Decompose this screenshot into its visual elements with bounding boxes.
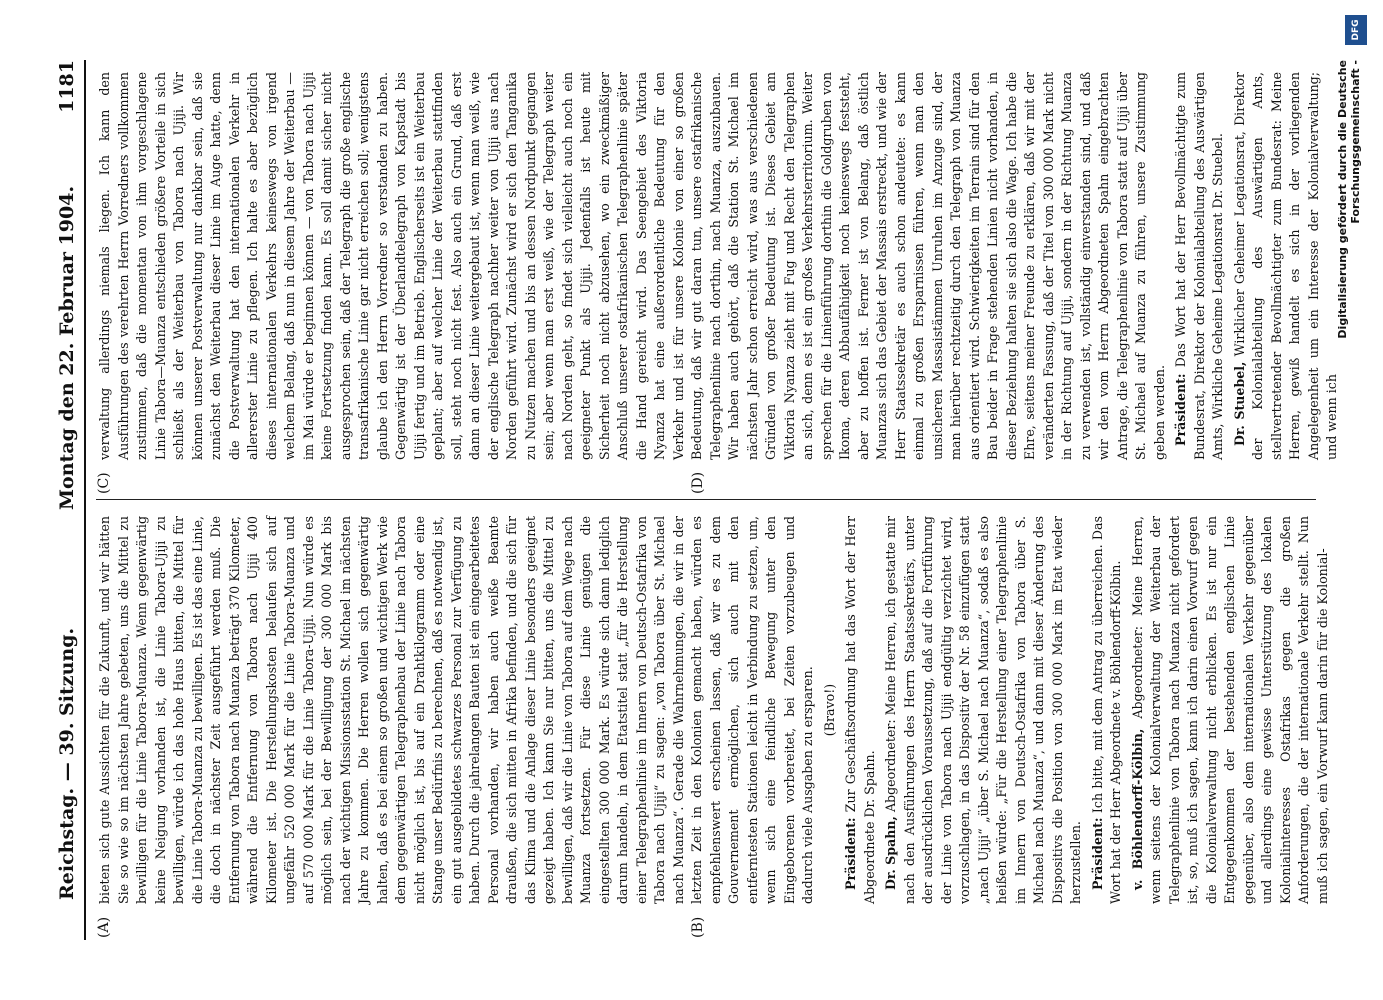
speaker-name: Dr. Spahn, [883,816,898,890]
paragraph-text: Abgeordneter: Meine Herren, ich gestatte mir nach den Ausführungen des Herrn Staatssekretärs, unter der ausdrücklichen Voraussetzung, daß auf die Fortführung der Linie von Tabora nach Ujiji endgültig verzichtet wird, vorzuschlagen, in das Dispositiv der Nr. 58 einzufügen statt „nach Ujiji“ „über S. Michael nach Muanza“, sodaß es also heißen würde: „Für die Herstellung einer Telegraphenlinie im Innern von Deutsch-Ostafrika von Tabora über S. Michael nach Muanza“, und dann mit dieser Änderung des Dispositivs die Position von 300 000 Mark im Etat wieder herzustellen. [883,516,1083,904]
margin-mark-b: (B) [690,916,706,938]
header-date: Montag den 22. Februar 1904. [56,185,78,510]
applause-note: (Bravo!) [821,683,837,737]
right-column [96,72,1339,460]
paragraph-text: Das Wort hat der Herr Bevollmächtigte zum Bundesrat, Direktor der Kolonialabteilung des Auswärtigen Amts, Wirkliche Geheime Legationsrat Dr. Stuebel. [1173,72,1225,460]
paragraph [1172,72,1228,460]
left-column [96,516,1330,904]
paragraph [1231,72,1342,460]
paragraph [1129,516,1333,904]
margin-mark-d: (D) [690,471,706,494]
dfg-logo: DFG [1345,15,1367,45]
speaker-name: Präsident: [1089,817,1105,890]
margin-mark-a: (A) [96,916,112,938]
paragraph [842,516,879,904]
margin-mark-c: (C) [96,472,112,494]
paragraph-text: Abgeordneter: Meine Herren, wenn seitens der Kolonialverwaltung der Weiterbau der Telegraphenlinie von Tabora nach Muanza nicht gefordert ist, so, muß ich sagen, kann ich darin einen Vorwurf gegen die Kolonialverwaltung nicht erblicken. Es ist nur ein Entgegenkommen der bestehenden englischen Linie gegenüber, also dem internationalen Verkehr gegenüber und allerdings eine gewisse Unterstützung des lokalen Kolonialinteresses Ostafrikas gegen die großen Anforderungen, die der internationale Verkehr stellt. Nun muß ich sagen, ein Vorwurf kann darin für die Kolonial- [1129,516,1330,904]
paragraph-text: Wirklicher Geheimer Legationsrat, Direktor der Kolonialabteilung des Auswärtigen Amts, stellvertretender Bevollmächtigter zum Bundesrat: Meine Herren, gewiß handelt es sich in der vorliegenden Angelegenheit um ein Interesse der Kolonialverwaltung; und wenn ich [1231,72,1339,460]
paragraph-text: Ich bitte, mit dem Antrag zu überreichen. Das Wort hat der Herr Abgeordnete v. Böhlendorff-Kölbin. [1089,516,1123,904]
paragraph-text: Zur Geschäftsordnung hat das Wort der Herr Abgeordnete Dr. Spahn. [843,516,877,904]
speaker-name: Präsident: [1173,373,1188,446]
digitization-credit: Digitalisierung gefördert durch die Deutsche Forschungsgemeinschaft - [1336,60,1362,339]
paragraph: bieten sich gute Aussichten für die Zukunft, und wir hätten Sie so wie so im nächsten Jahre gebeten, uns die Mittel zu bewilligen für die Linie Tabora-Muanza. Wenn gegenwärtig keine Neigung vorhanden ist, die Linie Tabora-Ujiji zu bewilligen, würde ich das hohe Haus bitten, die Mittel für die Linie Tabora-Muanza zu bewilligen. Es ist das eine Linie, die doch in nächster Zeit ausgeführt werden muß. Die Entfernung von Tabora nach Muanza beträgt 370 Kilometer, während die Entfernung von Tabora nach Ujiji 400 Kilometer ist. Die Herstellungskosten belaufen sich auf ungefähr 520 000 Mark für die Linie Tabora-Muanza und auf 570 000 Mark für die Linie Tabora-Ujiji. Nun würde es möglich sein, bei der Bewilligung der 300 000 Mark bis nach der wichtigen Missionsstation St. Michael im nächsten Jahre zu kommen. Die Herren wollen sich gegenwärtig halten, daß es bei einem so großen und wichtigen Werk wie dem gegenwärtigen Telegraphenbau der Linie nach Tabora nicht möglich ist, bis auf ein Drahtkilogramm oder eine Stange unser Bedürfnis zu berechnen, daß es notwendig ist, ein gut ausgebildetes schwarzes Personal zur Verfügung zu haben. Durch die jahrelangen Bauten ist ein eingearbeitetes Personal vorhanden, wir haben auch weiße Beamte draußen, die sich mitten in Afrika befinden, und die sich für das Klima und die Anlage dieser Linie besonders geeignet gezeigt haben. Ich kann Sie nur bitten, uns die Mittel zu bewilligen, daß wir die Linie von Tabora auf dem Wege nach Muanza fortsetzen. Für diese Linie genügen die eingestellten 300 000 Mark. Es würde sich dann lediglich darum handeln, in dem Etatstitel statt „für die Herstellung einer Telegraphenlinie im Innern von Deutsch-Ostafrika von Tabora nach Ujiji“ zu sagen: „von Tabora über St. Michael nach Muanza“. Gerade die Wahrnehmungen, die wir in der letzten Zeit in den Kolonien gemacht haben, würden es empfehlenswert erscheinen lassen, daß wir es zu dem Gouvernement ermöglichen, sich auch mit den entferntesten Stationen leicht in Verbindung zu setzen, um, wenn sich eine feindliche Bewegung unter den Eingeborenen vorbereitet, bei Zeiten vorzubeugen und dadurch viele Ausgaben zu ersparen. [97,516,815,904]
speaker-name: v. Böhlendorff-Kölbin, [1129,728,1145,890]
paragraph: verwaltung allerdings niemals liegen. Ich kann den Ausführungen des verehrten Herrn Vorredners vollkommen zustimmen, daß die momentan von ihm vorgeschlagene Linie Tabora—Muanza entschieden größere Vorteile in sich schließt als der Weiterbau von Tabora nach Ujiji. Wir können unserer Postverwaltung nur dankbar sein, daß sie zunächst den Weiterbau dieser Linie im Auge hatte, denn die Postverwaltung hat den internationalen Verkehr in allererster Linie zu pflegen. Ich halte es aber bezüglich dieses internationalen Verkehrs keineswegs von irgend welchem Belang, daß nun in diesem Jahre der Weiterbau — im Mai würde er beginnen können — von Tabora nach Ujiji keine Fortsetzung finden kann. Es soll damit sicher nicht ausgesprochen sein, daß der Telegraph die große englische transafrikanische Linie gar nicht erreichen soll; wenigstens glaube ich den Herrn Vorredner so verstanden zu haben. Gegenwärtig ist der Überlandtelegraph von Kapstadt bis Ujiji fertig und im Betrieb. Englischerseits ist ein Weiterbau geplant; aber auf welcher Linie der Weiterbau stattfinden soll, steht noch nicht fest. Also auch ein Grund, daß erst dann an dieser Linie weitergebaut ist, wenn man weiß, wie der englische Telegraph nachher weiter von Ujiji aus nach Norden geführt wird. Zunächst wird er sich den Tanganika zu Nutzen machen und bis an dessen Nordpunkt gegangen sein; aber wenn man erst weiß, wie der Telegraph weiter nach Norden geht, so findet sich vielleicht auch noch ein geeigneter Punkt als Ujiji. Jedenfalls ist heute mit Sicherheit noch nicht abzusehen, wo ein zweckmäßiger Anschluß unserer ostafrikanischen Telegraphenlinie später die Hand gereicht wird. Das Seengebiet des Viktoria Nyanza hat eine außerordentliche Bedeutung für den Verkehr und ist für unsere Kolonie von einer so großen Bedeutung, daß wir gut daran tun, unsere ostafrikanische Telegraphenlinie nach dorthin, nach Muanza, auszubauen. Wir haben auch gehört, daß die Station St. Michael im nächsten Jahr schon erreicht wird, was aus verschiedenen Gründen von großer Bedeutung ist. Dieses Gebiet am Viktoria Nyanza zieht mit Fug und Recht den Telegraphen an sich, denn es ist ein großes Verkehrsterritorium. Weiter sprechen für die Linienführung dorthin die Goldgruben von Ikoma, deren Abbaufähigkeit noch keineswegs feststeht, aber zu hoffen ist. Ferner ist von Belang, daß östlich Muanzas sich das Gebiet der Massais erstreckt, und wie der Herr Staatssekretär es auch schon andeutete: es kann einmal zu großen Ersparnissen führen, wenn man den unsicheren Massaistämmen Unruhen im Anzuge sind, der man hierüber rechtzeitig durch den Telegraph von Muanza aus orientiert wird. Schwierigkeiten im Terrain sind für den Bau beider in Frage stehenden Linien nicht vorhanden, in dieser Beziehung halten sie sich also die Wage. Ich habe die Ehre, seitens meiner Freunde zu erklären, daß wir mit der veränderten Fassung, daß der Titel von 300 000 Mark nicht in der Richtung auf Ujiji, sondern in der Richtung Muanza zu verwenden ist, vollständig einverstanden sind, und daß wir den vom Herrn Abgeordneten Spahn eingebrachten Antrage, die Telegraphenlinie von Tabora statt auf Ujiji über St. Michael auf Muanza zu führen, unsere Zustimmung geben werden. [97,72,1167,460]
paragraph [882,516,1086,904]
paragraph [1089,516,1126,904]
header-left: Reichstag. — 39. Sitzung. [56,627,78,900]
speaker-name: Präsident: [843,817,858,890]
speaker-name: Dr. Stuebel, [1231,361,1247,446]
page-number: 1181 [56,60,78,113]
page-header [50,60,86,940]
column-divider [96,499,1316,500]
